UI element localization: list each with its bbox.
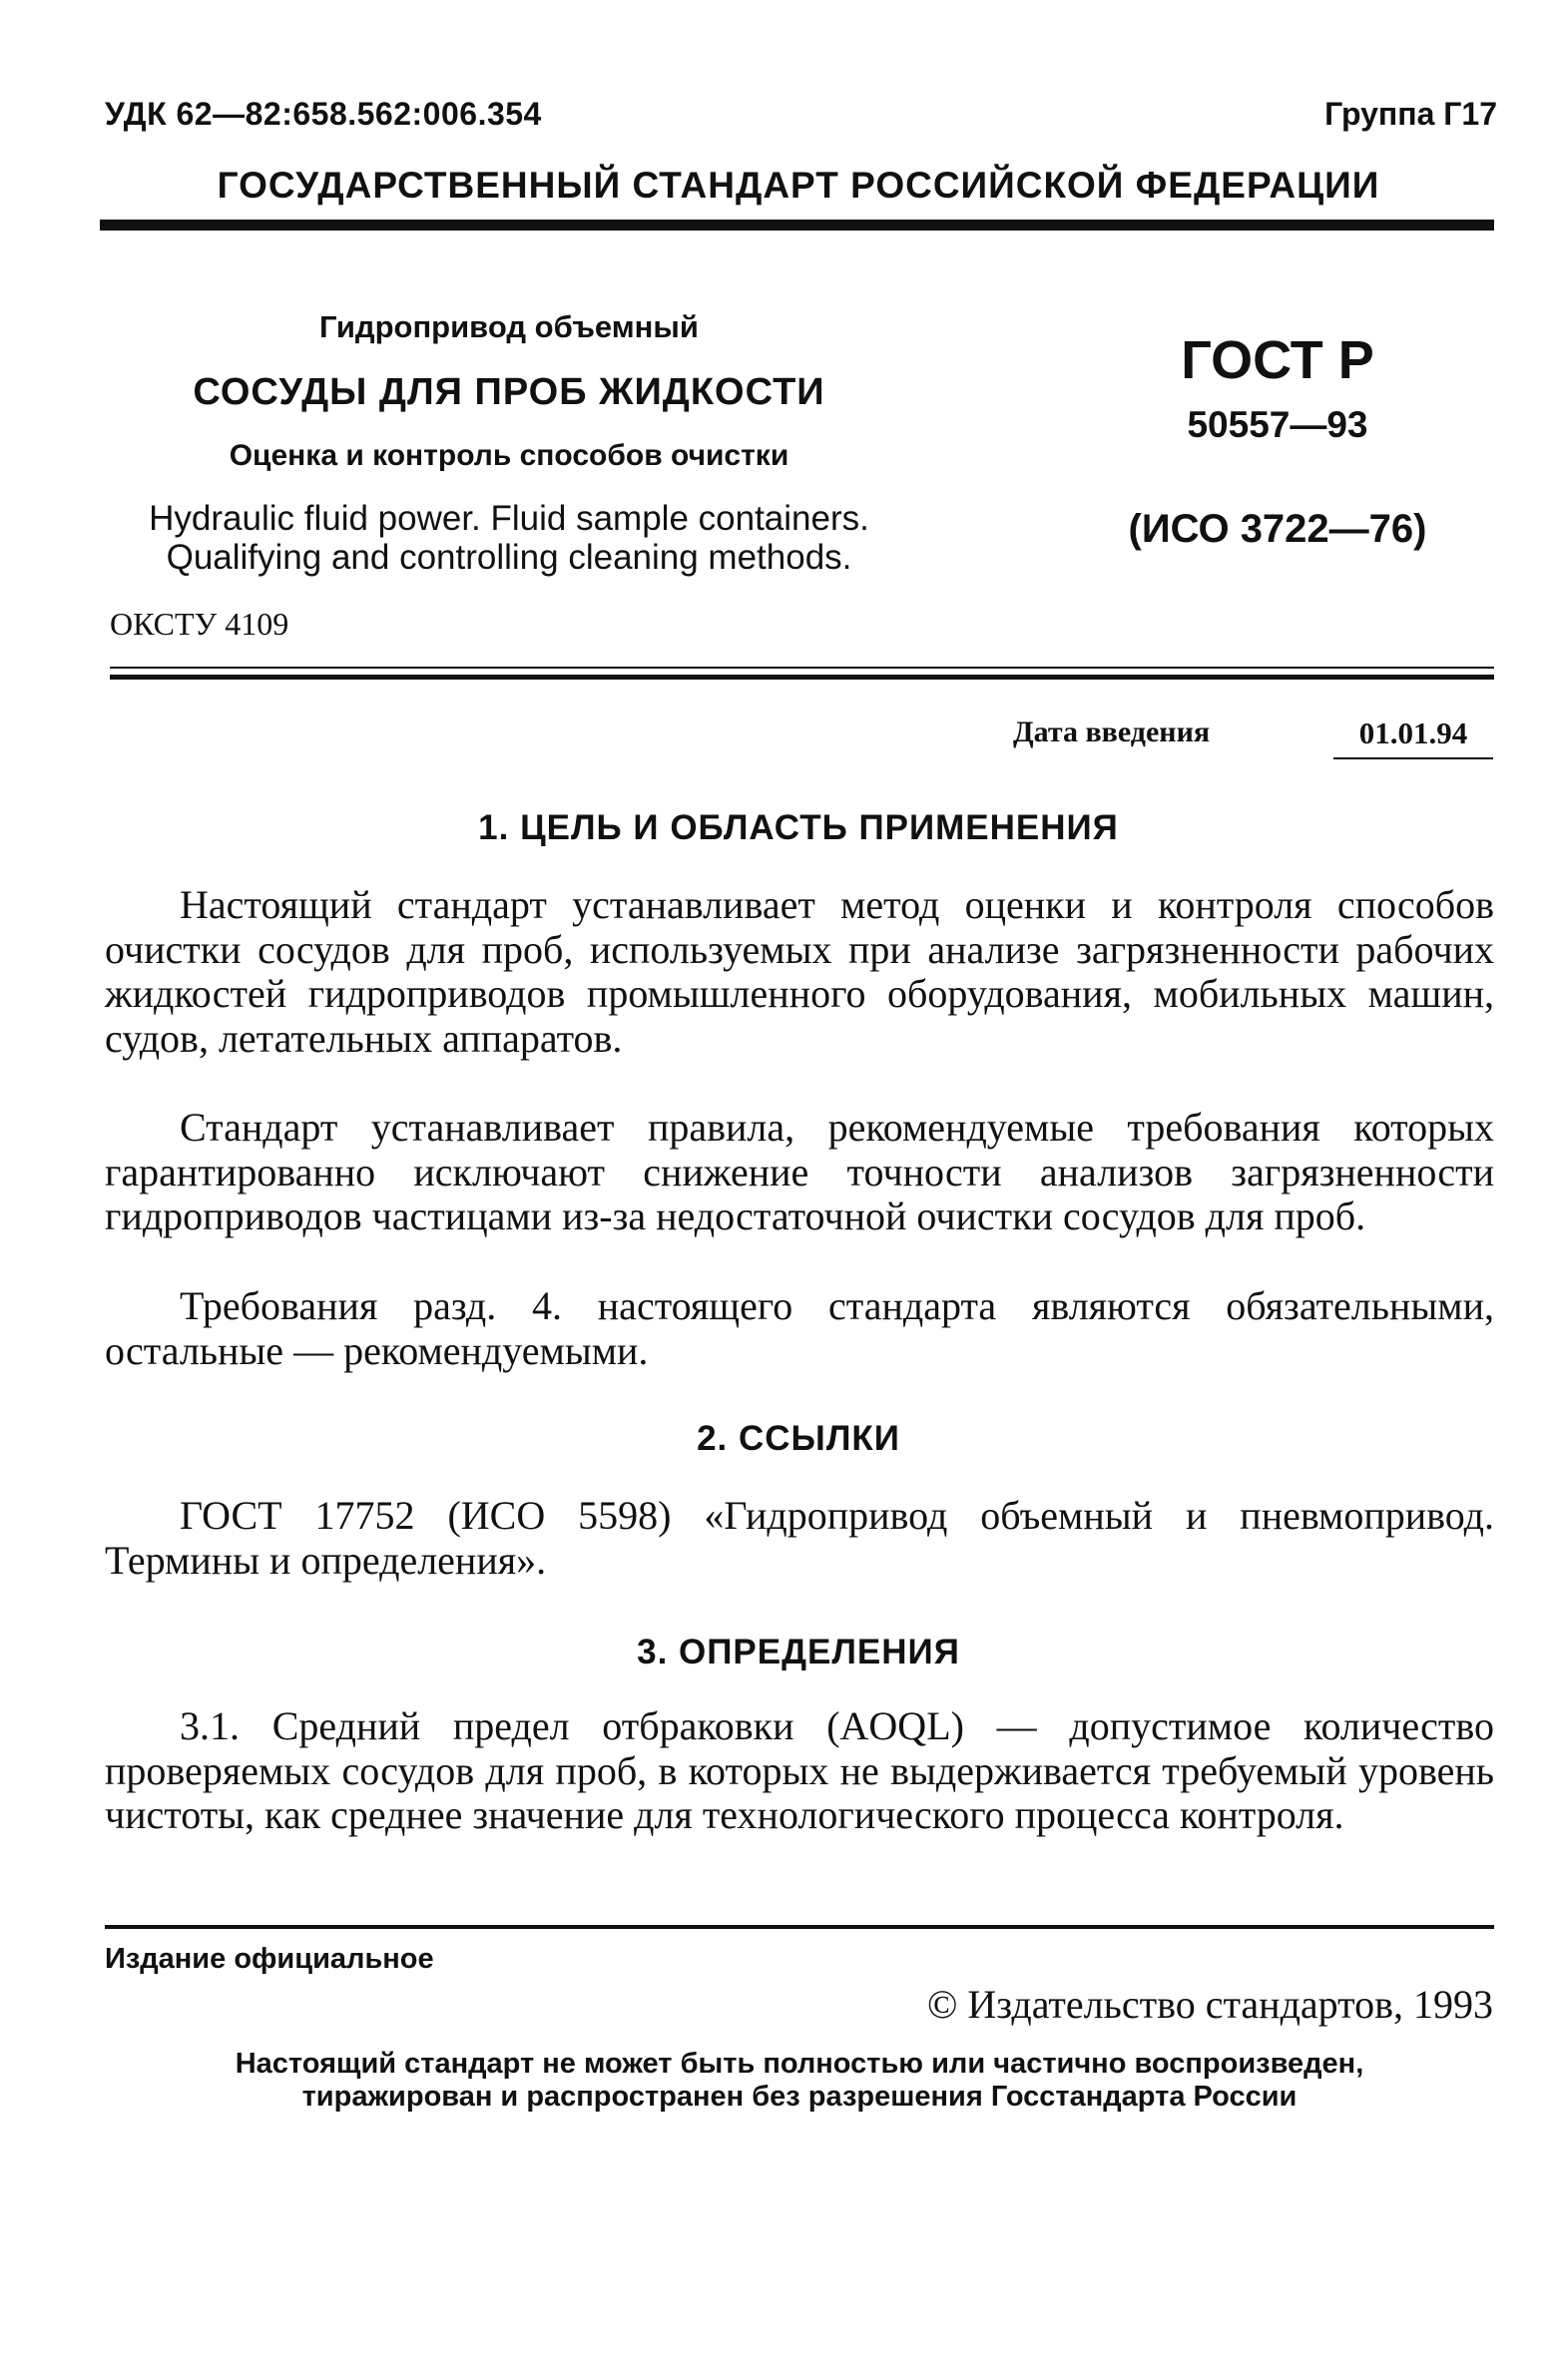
- header-rule: [100, 220, 1494, 231]
- udk-code: УДК 62—82:658.562:006.354: [105, 96, 542, 132]
- document-description: Оценка и контроль способов очистки: [229, 439, 789, 472]
- english-title: [120, 499, 898, 577]
- document-title: СОСУДЫ ДЛЯ ПРОБ ЖИДКОСТИ: [193, 371, 825, 413]
- okstu-code: ОКСТУ 4109: [110, 606, 289, 642]
- intro-date-label: Дата введения: [1013, 715, 1211, 748]
- title-rule-thin: [110, 667, 1494, 669]
- english-title-line2: Qualifying and controlling cleaning methods.: [166, 538, 852, 577]
- section-1-paragraph-1: Настоящий стандарт устанавливает метод оценки и контроля способов очистки сосудов для проб, используемых при анализе загрязненности рабочих жидкостей гидроприводов промышленного оборудования, мобильных машин, судов, летательных аппаратов.: [105, 882, 1494, 1061]
- gost-label: ГОСТ Р: [1181, 330, 1374, 390]
- section-2-paragraph-1: ГОСТ 17752 (ИСО 5598) «Гидропривод объемный и пневмопривод. Термины и определения».: [105, 1493, 1494, 1583]
- footer-rule: [105, 1925, 1494, 1929]
- section-3-paragraph-1: 3.1. Средний предел отбраковки (AOQL) — допустимое количество проверяемых сосудов для проб, в которых не выдерживается требуемый уровень чистоты, как среднее значение для технологического процесса контроля.: [105, 1703, 1494, 1837]
- intro-date-value: 01.01.94: [1333, 715, 1493, 759]
- iso-reference: (ИСО 3722—76): [1128, 507, 1427, 551]
- document-subtitle: Гидропривод объемный: [319, 309, 699, 344]
- group-code: Группа Г17: [1324, 96, 1497, 132]
- copyright-notice-line2: тиражирован и распространен без разрешения Госстандарта России: [301, 2081, 1298, 2113]
- copyright-notice: [105, 2048, 1494, 2114]
- section-1-paragraph-3: Требования разд. 4. настоящего стандарта являются обязательными, остальные — рекомендуемыми.: [105, 1283, 1494, 1373]
- copyright-notice-line1: Настоящий стандарт не может быть полностью или частично воспроизведен,: [235, 2048, 1364, 2080]
- title-rule-thick: [110, 675, 1494, 680]
- section-1-paragraph-2: Стандарт устанавливает правила, рекомендуемые требования которых гарантированно исключают снижение точности анализов загрязненности гидроприводов частицами из-за недостаточной очистки сосудов для проб.: [105, 1105, 1494, 1238]
- publisher-copyright: © Издательство стандартов, 1993: [926, 1982, 1493, 2027]
- section-1-heading: 1. ЦЕЛЬ И ОБЛАСТЬ ПРИМЕНЕНИЯ: [478, 808, 1119, 847]
- section-3-heading: 3. ОПРЕДЕЛЕНИЯ: [637, 1633, 960, 1671]
- edition-label: Издание официальное: [105, 1943, 434, 1975]
- gost-number: 50557—93: [1187, 404, 1368, 445]
- state-standard-title: ГОСУДАРСТВЕННЫЙ СТАНДАРТ РОССИЙСКОЙ ФЕДЕРАЦИИ: [217, 165, 1380, 206]
- section-2-heading: 2. ССЫЛКИ: [697, 1419, 900, 1458]
- english-title-line1: Hydraulic fluid power. Fluid sample containers.: [149, 499, 869, 538]
